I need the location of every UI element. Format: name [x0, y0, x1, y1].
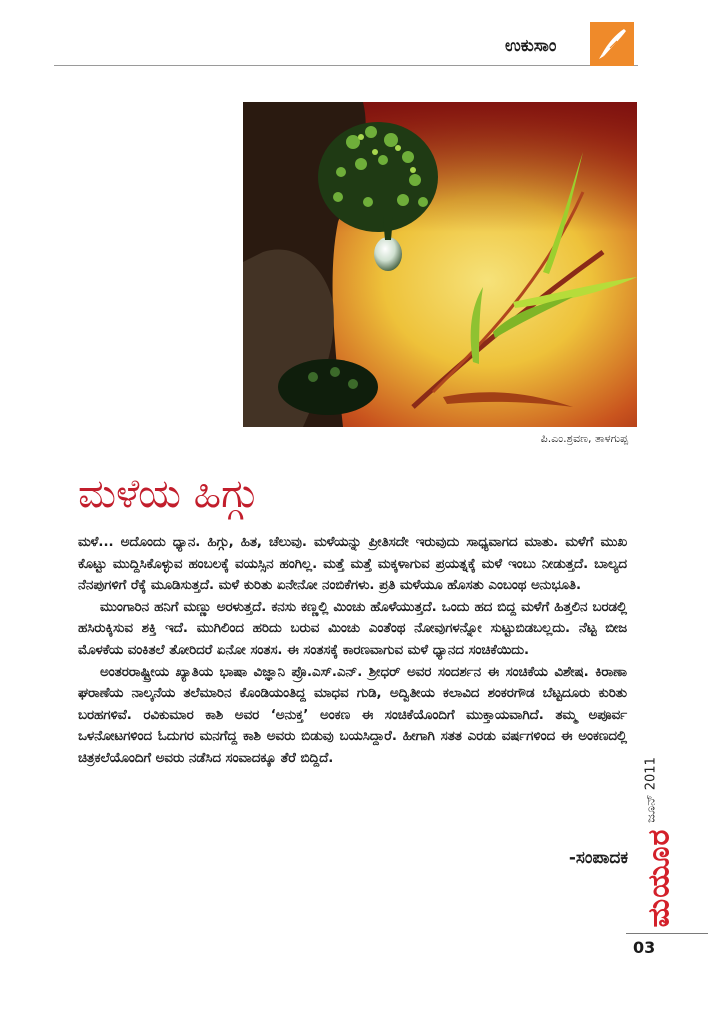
- article-paragraph: ಮಳೆ... ಅದೊಂದು ಧ್ಯಾನ. ಹಿಗ್ಗು, ಹಿತ, ಚೆಲುವು. ಮಳೆಯನ್ನು ಪ್ರೀತಿಸದೇ ಇರುವುದು ಸಾಧ್ಯವಾಗದ ಮಾತು. ಮಳೆಗೆ ಮುಖ ಕೊಟ್ಟು ಮುದ್ದಿಸಿಕೊಳ್ಳುವ ಹಂಬಲಕ್ಕೆ ವಯಸ್ಸಿನ ಹಂಗಿಲ್ಲ. ಮತ್ತೆ ಮತ್ತೆ ಮಕ್ಕಳಾಗುವ ಪ್ರಯತ್ನಕ್ಕೆ ಮಳೆ ಇಂಬು ನೀಡುತ್ತದೆ. ಬಾಲ್ಯದ ನೆನಪುಗಳಿಗೆ ರೆಕ್ಕೆ ಮೂಡಿಸುತ್ತದೆ. ಮಳೆ ಕುರಿತು ಏನೇನೋ ನಂಬಿಕೆಗಳು. ಪ್ರತಿ ಮಳೆಯೂ ಹೊಸತು ಎಂಬಂಥ ಅನುಭೂತಿ.: [78, 535, 627, 594]
- article-paragraph: ಅಂತರರಾಷ್ಟ್ರೀಯ ಖ್ಯಾತಿಯ ಭಾಷಾ ವಿಜ್ಞಾನಿ ಪ್ರೊ.ಎಸ್.ಎನ್. ಶ್ರೀಧರ್ ಅವರ ಸಂದರ್ಶನ ಈ ಸಂಚಿಕೆಯ ವಿಶೇಷ. ಕಿರಾಣಾ ಘರಾಣೆಯ ನಾಲ್ಕನೆಯ ತಲೆಮಾರಿನ ಕೊಂಡಿಯಂತಿದ್ದ ಮಾಧವ ಗುಡಿ, ಅದ್ವಿತೀಯ ಕಲಾವಿದ ಶಂಕರಗೌಡ ಬೆಟ್ಟದೂರು ಕುರಿತು ಬರಹಗಳಿವೆ. ರವಿಕುಮಾರ ಕಾಶಿ ಅವರ ‘ಅನುಕ್ತ’ ಅಂಕಣ ಈ ಸಂಚಿಕೆಯೊಂದಿಗೆ ಮುಕ್ತಾಯವಾಗಿದೆ. ತಮ್ಮ ಅಪೂರ್ವ ಒಳನೋಟಗಳಿಂದ ಓದುಗರ ಮನಗೆದ್ದ ಕಾಶಿ ಅವರು ಬಿಡುವು ಬಯಸಿದ್ದಾರೆ. ಹೀಗಾಗಿ ಸತತ ಎರಡು ವರ್ಷಗಳಿಂದ ಈ ಅಂಕಣದಲ್ಲಿ ಚಿತ್ರಕಲೆಯೊಂದಿಗೆ ಅವರು ನಡೆಸಿದ ಸಂವಾದಕ್ಕೂ ತೆರೆ ಬಿದ್ದಿದೆ.: [78, 664, 627, 766]
- issue-date: ಜೂನ್ 2011: [643, 757, 659, 823]
- footer-divider: [626, 933, 708, 934]
- magazine-brand: ಮಯೂರ: [641, 828, 677, 928]
- article-paragraph: ಮುಂಗಾರಿನ ಹನಿಗೆ ಮಣ್ಣು ಅರಳುತ್ತದೆ. ಕನಸು ಕಣ್ಣಲ್ಲಿ ಮಿಂಚು ಹೊಳೆಯುತ್ತದೆ. ಒಂದು ಹದ ಬಿದ್ದ ಮಳೆಗೆ ಹಿತ್ತಲಿನ ಬರಡಲ್ಲಿ ಹಸಿರುಕ್ಕಿಸುವ ಶಕ್ತಿ ಇದೆ. ಮುಗಿಲಿಂದ ಹರಿದು ಬರುವ ಮಿಂಚು ಎಂತೆಂಥ ನೋವುಗಳನ್ನೋ ಸುಟ್ಟುಬಿಡಬಲ್ಲದು. ನೆಟ್ಟ ಬೀಜ ಮೊಳಕೆಯ ವಂಕಿತಲೆ ತೋರಿದರೆ ಏನೋ ಸಂತಸ. ಈ ಸಂತಸಕ್ಕೆ ಕಾರಣವಾಗುವ ಮಳೆ ಧ್ಯಾನದ ಸಂಚಿಕೆಯಿದು.: [78, 599, 627, 658]
- article-body: [78, 532, 627, 770]
- quill-pen-icon: [590, 22, 634, 66]
- page-number: 03: [633, 938, 656, 957]
- article-title: ಮಳೆಯ ಹಿಗ್ಗು: [78, 471, 258, 517]
- editor-signature: -ಸಂಪಾದಕ: [568, 848, 628, 868]
- header-divider: [54, 65, 638, 66]
- rain-drop-photo: [243, 102, 637, 427]
- photo-credit: ಪಿ.ಎಂ.ಶ್ರವಣ, ತಾಳಗುಪ್ಪ: [540, 432, 628, 445]
- section-logo: [590, 22, 634, 66]
- section-label: ಉಕುಸಾಂ: [505, 36, 557, 56]
